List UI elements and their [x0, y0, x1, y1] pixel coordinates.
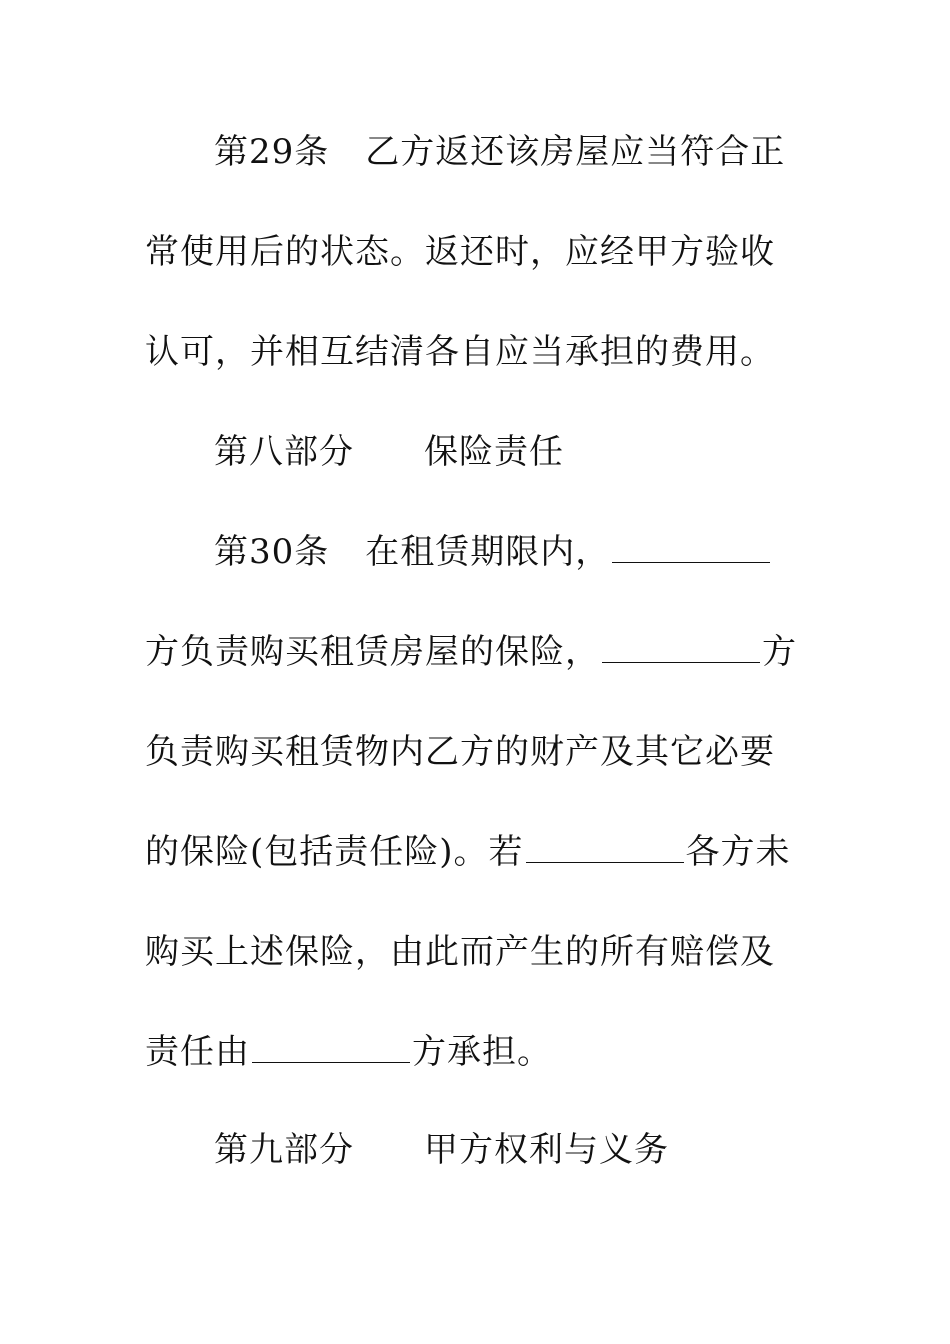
blank-field-3: [526, 832, 684, 863]
article-29-label: 第29条: [214, 132, 330, 172]
part-8-heading: [214, 432, 564, 472]
blank-field-1: [612, 532, 770, 563]
part-8-title: 保险责任: [424, 432, 564, 472]
article-30-line-2: [145, 632, 797, 672]
article-30-text-1: 在租赁期限内，: [365, 532, 611, 572]
blank-field-2: [602, 632, 760, 663]
article-29-line-1: [214, 132, 785, 172]
article-30-line-6: [145, 1032, 552, 1072]
article-29-line-2: 常使用后的状态。返还时，应经甲方验收: [145, 232, 775, 272]
part-8-label: 第八部分: [214, 432, 354, 472]
article-30-line-5: 购买上述保险，由此而产生的所有赔偿及: [145, 932, 775, 972]
article-30-text-6a: 责任由: [145, 1032, 250, 1072]
article-30-line-4: [145, 832, 791, 872]
article-30-line-3: 负责购买租赁物内乙方的财产及其它必要: [145, 732, 775, 772]
article-30-text-4b: 各方未: [685, 832, 791, 872]
article-30-label: 第30条: [214, 532, 330, 572]
article-30-text-6b: 方承担。: [412, 1032, 552, 1072]
article-29-text-1: 乙方返还该房屋应当符合正: [365, 132, 786, 172]
article-30-text-4a: 的保险(包括责任险)。若: [145, 832, 524, 872]
article-30-text-2a: 方负责购买租赁房屋的保险，: [145, 632, 600, 672]
article-30-text-2b: 方: [762, 632, 797, 672]
part-9-label: 第九部分: [214, 1130, 354, 1170]
article-30-line-1: [214, 532, 772, 572]
article-29-line-3: 认可，并相互结清各自应当承担的费用。: [145, 332, 775, 372]
part-9-title: 甲方权利与义务: [424, 1130, 669, 1170]
part-9-heading: [214, 1130, 669, 1170]
blank-field-4: [252, 1032, 410, 1063]
